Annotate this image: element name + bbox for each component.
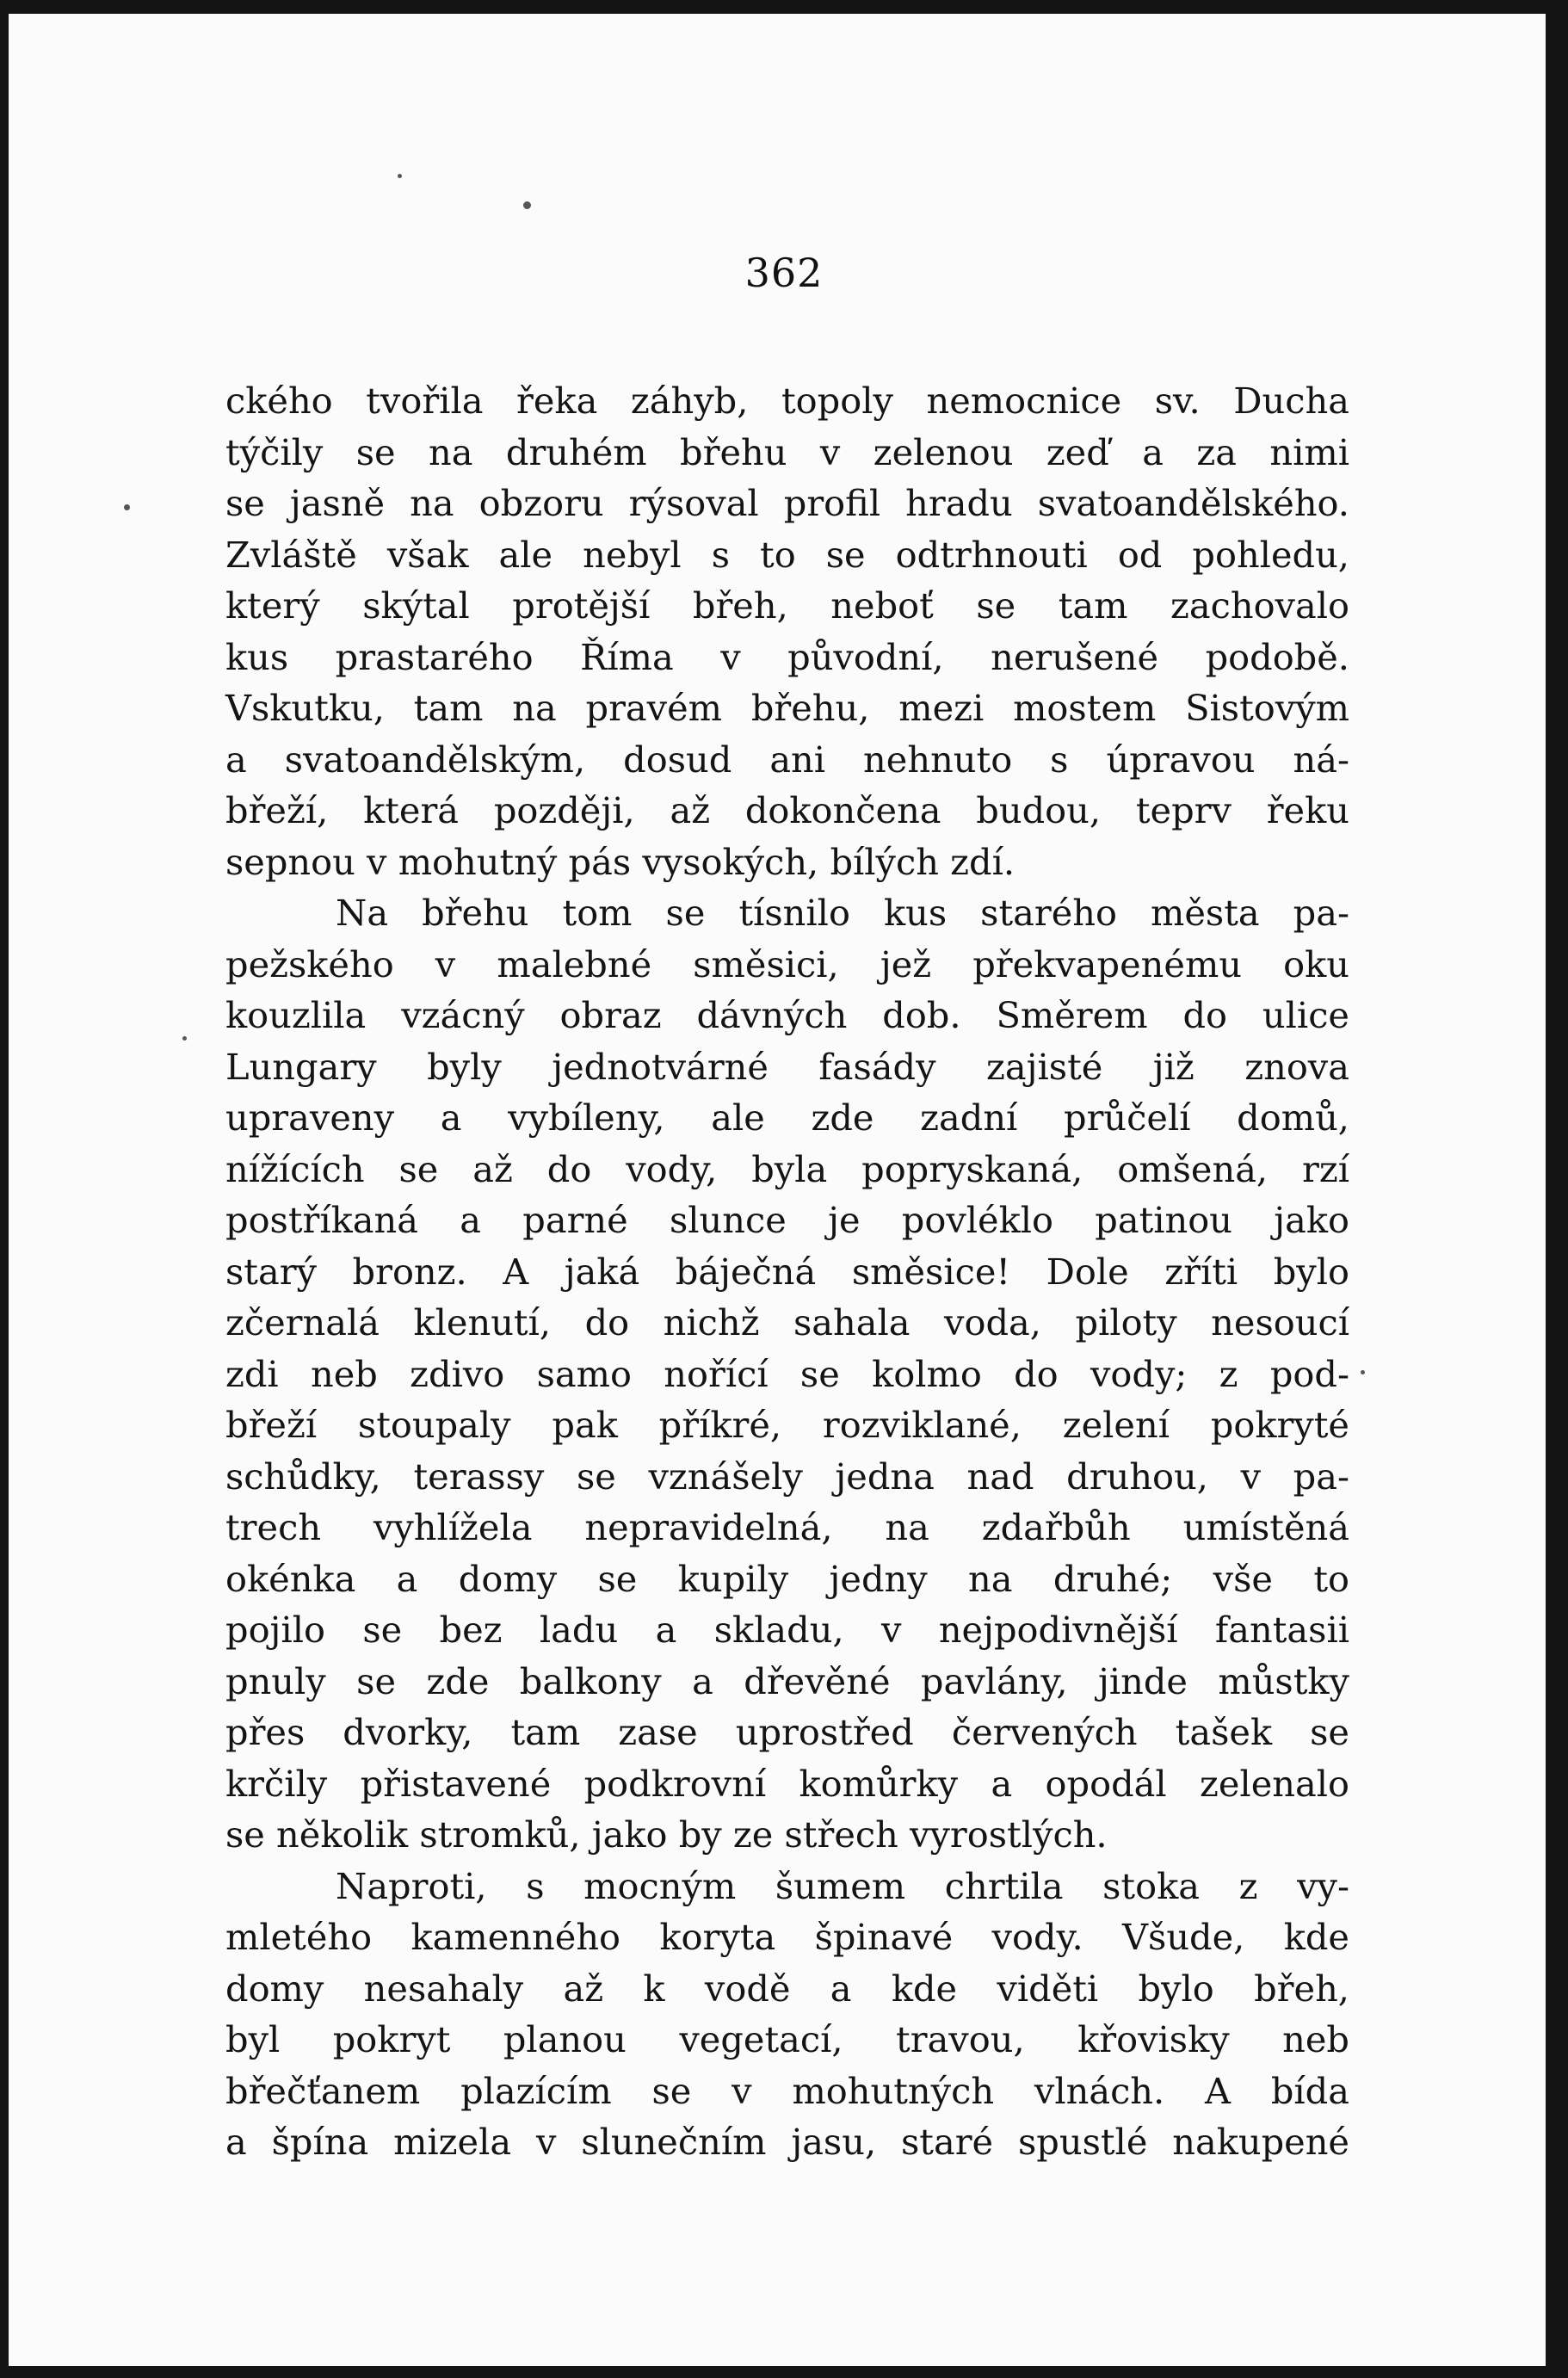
- paragraph: [225, 1861, 1349, 2168]
- text-line: Naproti, s mocným šumem chrtila stoka z vy-: [336, 1864, 1349, 1907]
- text-line: mletého kamenného koryta špinavé vody. Všude, kde: [225, 1916, 1349, 1958]
- text-line: břeží stoupaly pak příkré, rozviklané, zelení pokryté: [225, 1404, 1349, 1446]
- page-number: 362: [744, 250, 824, 296]
- text-line: pežského v malebné směsici, jež překvapenému oku: [225, 942, 1349, 985]
- text-line: kus prastarého Říma v původní, nerušené podobě.: [225, 635, 1349, 678]
- ink-speck: [124, 504, 130, 510]
- text-line: upraveny a vybíleny, ale zde zadní průčelí domů,: [225, 1096, 1349, 1139]
- text-line: břeží, která později, až dokončena budou, teprv řeku: [225, 789, 1349, 831]
- ink-speck: [182, 1036, 187, 1041]
- text-line: zdi neb zdivo samo nořící se kolmo do vody; z pod-: [225, 1352, 1349, 1395]
- text-line: sepnou v mohutný pás vysokých, bílých zdí.: [225, 840, 1015, 883]
- text-line: Vskutku, tam na pravém břehu, mezi mostem Sistovým: [225, 687, 1349, 729]
- text-line: týčily se na druhém břehu v zelenou zeď a za nimi: [225, 430, 1349, 473]
- text-line: Lungary byly jednotvárné fasády zajisté již znova: [225, 1045, 1349, 1088]
- text-line: břečťanem plazícím se v mohutných vlnách. A bída: [225, 2069, 1349, 2112]
- text-line: který skýtal protější břeh, neboť se tam zachovalo: [225, 584, 1349, 627]
- ink-speck: [523, 201, 531, 209]
- text-line: Na břehu tom se tísnilo kus starého města pa-: [336, 892, 1349, 934]
- text-line: ckého tvořila řeka záhyb, topoly nemocnice sv. Ducha: [225, 380, 1349, 422]
- text-line: přes dvorky, tam zase uprostřed červených tašek se: [225, 1711, 1349, 1753]
- text-line: se jasně na obzoru rýsoval profil hradu svatoandělského.: [225, 482, 1349, 524]
- text-line: nížících se až do vody, byla popryskaná, omšená, rzí: [225, 1147, 1349, 1190]
- text-line: krčily přistavené podkrovní komůrky a opodál zelenalo: [225, 1762, 1349, 1805]
- text-line: Zvláště však ale nebyl s to se odtrhnouti od pohledu,: [225, 533, 1349, 576]
- text-line: kouzlila vzácný obraz dávných dob. Směrem do ulice: [225, 994, 1349, 1036]
- paragraph: [225, 375, 1349, 887]
- text-line: pojilo se bez ladu a skladu, v nejpodivnější fantasii: [225, 1609, 1349, 1651]
- ink-speck: [1361, 1370, 1365, 1374]
- text-line: zčernalá klenutí, do nichž sahala voda, piloty nesoucí: [225, 1301, 1349, 1343]
- text-line: trech vyhlížela nepravidelná, na zdařbůh umístěná: [225, 1506, 1349, 1548]
- text-line: postříkaná a parné slunce je povléklo patinou jako: [225, 1199, 1349, 1241]
- page-body-text: [225, 375, 1349, 2168]
- text-line: byl pokryt planou vegetací, travou, křovisky neb: [225, 2018, 1349, 2060]
- paragraph: [225, 887, 1349, 1861]
- text-line: a svatoandělským, dosud ani nehnuto s úpravou ná-: [225, 738, 1349, 781]
- text-line: se několik stromků, jako by ze střech vyrostlých.: [225, 1813, 1108, 1856]
- ink-speck: [398, 174, 402, 178]
- text-line: pnuly se zde balkony a dřevěné pavlány, jinde můstky: [225, 1659, 1349, 1702]
- text-line: starý bronz. A jaká báječná směsice! Dole zříti bylo: [225, 1250, 1349, 1293]
- text-line: okénka a domy se kupily jedny na druhé; vše to: [225, 1557, 1349, 1600]
- text-line: schůdky, terassy se vznášely jedna nad druhou, v pa-: [225, 1455, 1349, 1498]
- text-line: domy nesahaly až k vodě a kde viděti bylo břeh,: [225, 1967, 1349, 2010]
- text-line: a špína mizela v slunečním jasu, staré spustlé nakupené: [225, 2121, 1349, 2163]
